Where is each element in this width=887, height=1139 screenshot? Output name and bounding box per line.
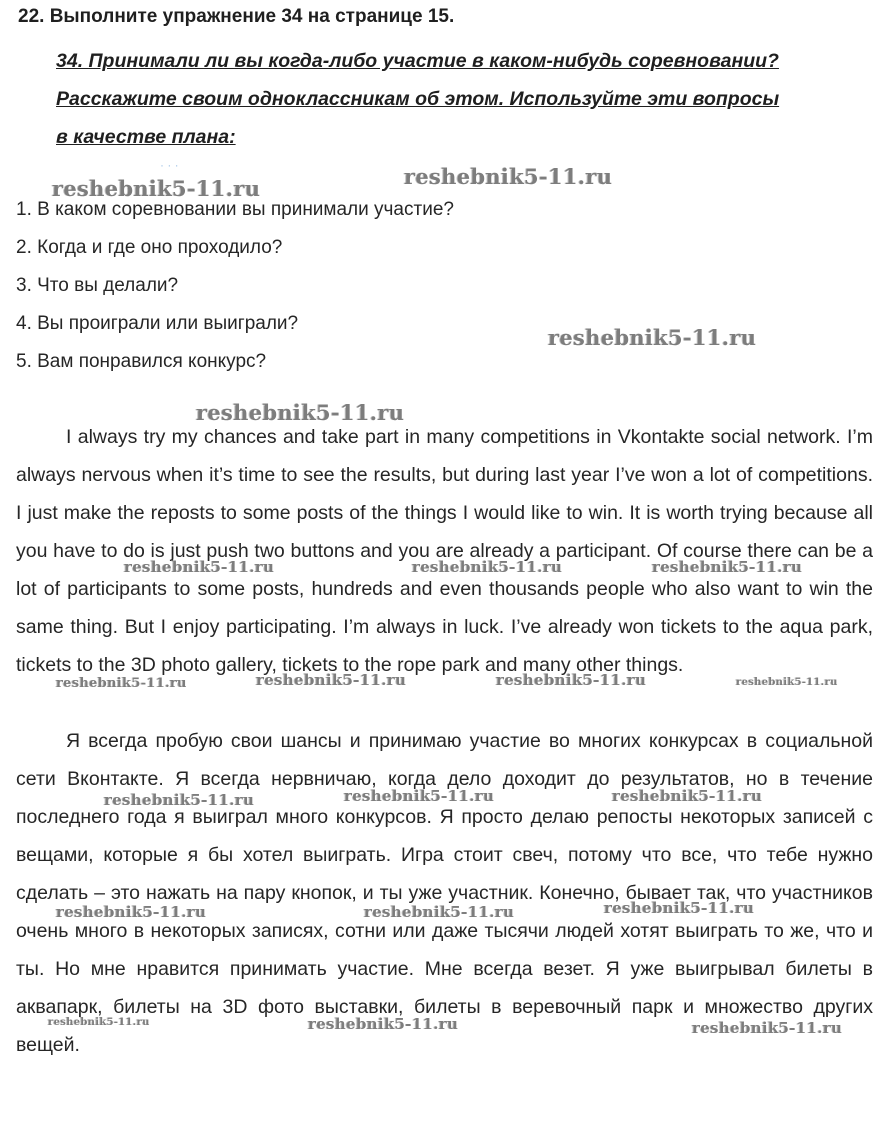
watermark: reshebnik5-11.ru bbox=[736, 677, 838, 688]
question-item: 5. Вам понравился конкурс? bbox=[16, 351, 267, 372]
watermark: reshebnik5-11.ru bbox=[56, 676, 187, 691]
watermark: reshebnik5-11.ru bbox=[404, 164, 613, 189]
watermark: reshebnik5-11.ru bbox=[56, 903, 207, 921]
watermark: reshebnik5-11.ru bbox=[48, 1017, 150, 1028]
watermark: reshebnik5-11.ru bbox=[196, 400, 405, 425]
watermark: reshebnik5-11.ru bbox=[104, 791, 255, 809]
watermark: reshebnik5-11.ru bbox=[612, 787, 763, 805]
watermark: reshebnik5-11.ru bbox=[692, 1019, 843, 1037]
watermark: reshebnik5-11.ru bbox=[52, 176, 261, 201]
question-list bbox=[16, 191, 454, 381]
watermark: reshebnik5-11.ru bbox=[364, 903, 515, 921]
watermark: reshebnik5-11.ru bbox=[604, 899, 755, 917]
watermark: reshebnik5-11.ru bbox=[412, 558, 563, 576]
question-item: 1. В каком соревновании вы принимали участие? bbox=[16, 199, 454, 220]
question-item: 4. Вы проиграли или выиграли? bbox=[16, 313, 299, 334]
task-line: в качестве плана: bbox=[56, 126, 236, 148]
decorative-dots: · · · bbox=[160, 158, 179, 172]
watermark: reshebnik5-11.ru bbox=[308, 1015, 459, 1033]
watermark: reshebnik5-11.ru bbox=[124, 558, 275, 576]
task-prompt bbox=[56, 42, 886, 156]
watermark: reshebnik5-11.ru bbox=[652, 558, 803, 576]
question-item: 2. Когда и где оно проходило? bbox=[16, 237, 283, 258]
exercise-heading: 22. Выполните упражнение 34 на странице 15. bbox=[18, 6, 455, 27]
watermark: reshebnik5-11.ru bbox=[344, 787, 495, 805]
watermark: reshebnik5-11.ru bbox=[256, 671, 407, 689]
watermark: reshebnik5-11.ru bbox=[496, 671, 647, 689]
task-line: Расскажите своим одноклассникам об этом. Используйте эти вопросы bbox=[56, 88, 780, 110]
answer-paragraph-russian: Я всегда пробую свои шансы и принимаю участие во многих конкурсах в социальной сети Вконтакте. Я всегда нервничаю, когда дело доходит до результатов, но в течение последнего года я выиграл много конкурсов. Я просто делаю репосты некоторых записей с вещами, которые я бы хотел выиграть. Игра стоит свеч, потому что все, что тебе нужно сделать – это нажать на пару кнопок, и ты уже участник. Конечно, бывает так, что участников очень много в некоторых записях, сотни или даже тысячи людей хотят выиграть то же, что и ты. Но мне нравится принимать участие. Мне всегда везет. Я уже выигрывал билеты в аквапарк, билеты на 3D фото выставки, билеты в веревочный парк и множество других вещей. bbox=[16, 730, 873, 1056]
answer-paragraph-english: I always try my chances and take part in many competitions in Vkontakte social network. I’m always nervous when it’s time to see the results, but during last year I’ve won a lot of competitions. I just make the reposts to some posts of the things I would like to win. It is worth trying because all you have to do is just push two buttons and you are already a participant. Of course there can be a lot of participants to some posts, hundreds and even thousands people who also want to win the same thing. But I enjoy participating. I’m always in luck. I’ve already won tickets to the aqua park, tickets to the 3D photo gallery, tickets to the rope park and many other things. bbox=[16, 426, 873, 676]
task-line: 34. Принимали ли вы когда-либо участие в каком-нибудь соревновании? bbox=[56, 50, 779, 72]
question-item: 3. Что вы делали? bbox=[16, 275, 179, 296]
watermark: reshebnik5-11.ru bbox=[548, 325, 757, 350]
